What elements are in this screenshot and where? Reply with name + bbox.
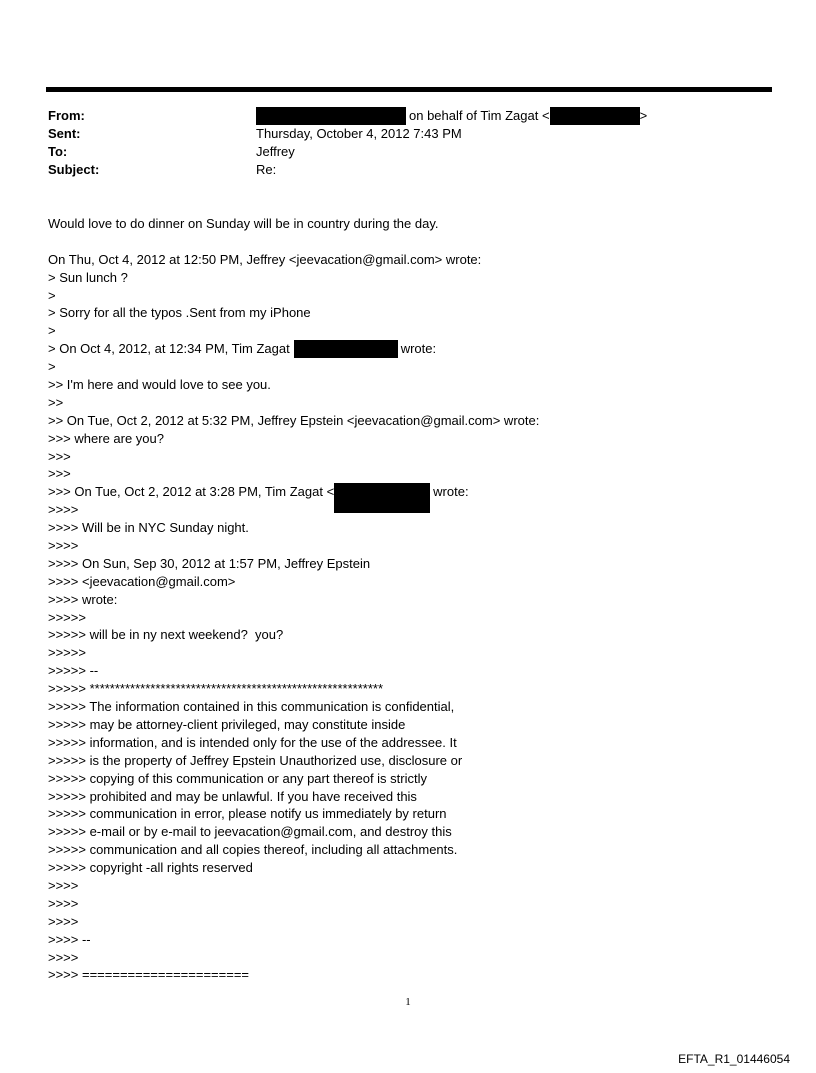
to-value: Jeffrey	[256, 144, 295, 159]
subject-label: Subject:	[48, 162, 100, 177]
quoted-line: >>>> On Sun, Sep 30, 2012 at 1:57 PM, Jeffrey Epstein	[48, 555, 371, 571]
quoted-line: >>>>> --	[48, 663, 99, 679]
quoted-line: >>>>	[48, 895, 79, 911]
bates-number: EFTA_R1_01446054	[678, 1052, 790, 1066]
page-number: 1	[405, 996, 411, 1008]
quoted-line: >>>> Will be in NYC Sunday night.	[48, 520, 249, 536]
quoted-line: >> I'm here and would love to see you.	[48, 377, 271, 393]
quoted-line: >>> On Tue, Oct 2, 2012 at 3:28 PM, Tim Zagat < wrote:	[48, 483, 768, 501]
from-label: From:	[48, 108, 85, 123]
quoted-line: >>>>> **********************************************************	[48, 681, 383, 697]
quoted-line: >>>>	[48, 949, 79, 965]
quoted-line: >>>>>	[48, 609, 86, 625]
header-rule	[46, 87, 772, 92]
subject-value: Re:	[256, 162, 277, 177]
redaction-block	[550, 107, 640, 125]
quoted-line: >>>> <jeevacation@gmail.com>	[48, 573, 236, 589]
quoted-line: >	[48, 323, 56, 339]
quoted-line: >>>	[48, 466, 71, 482]
quoted-line: >>>>> copying of this communication or any part thereof is strictly	[48, 770, 427, 786]
quoted-line: >>	[48, 394, 64, 410]
quoted-line: >>>>> The information contained in this communication is confidential,	[48, 699, 455, 715]
quoted-line: > Sun lunch ?	[48, 269, 128, 285]
quoted-line: >>>>> e-mail or by e-mail to jeevacation@gmail.com, and destroy this	[48, 824, 452, 840]
quoted-line: >>>>	[48, 538, 79, 554]
quoted-line: >>>> ======================	[48, 967, 249, 983]
quoted-line: >>>	[48, 448, 71, 464]
from-value	[256, 107, 647, 125]
quoted-line: > On Oct 4, 2012, at 12:34 PM, Tim Zagat wrote:	[48, 341, 437, 357]
blank-line	[48, 233, 768, 251]
redaction-block	[256, 107, 406, 125]
email-open-bracket: <	[541, 108, 550, 123]
email-body	[48, 215, 768, 984]
redaction-block	[294, 340, 398, 358]
from-text: on behalf of Tim Zagat	[409, 108, 539, 123]
redaction-block	[334, 483, 430, 513]
sent-value: Thursday, October 4, 2012 7:43 PM	[256, 126, 462, 141]
quoted-line: >>>>> copyright -all rights reserved	[48, 860, 253, 876]
sent-label: Sent:	[48, 126, 81, 141]
quoted-line: >>>>	[48, 502, 79, 518]
quoted-line: > Sorry for all the typos .Sent from my iPhone	[48, 305, 311, 321]
opening-line: Would love to do dinner on Sunday will be in country during the day.	[48, 216, 439, 231]
quoted-line: >	[48, 287, 56, 303]
quoted-line: >>>>> prohibited and may be unlawful. If you have received this	[48, 788, 417, 804]
quoted-line: >>>>> communication in error, please notify us immediately by return	[48, 806, 447, 822]
quoted-line: >>> where are you?	[48, 430, 164, 446]
quoted-line: >>>>> communication and all copies thereof, including all attachments.	[48, 842, 458, 858]
quoted-line: >	[48, 359, 56, 375]
quoted-line: >>>>> information, and is intended only for the use of the addressee. It	[48, 734, 457, 750]
quoted-thread	[48, 251, 768, 985]
quoted-line: >> On Tue, Oct 2, 2012 at 5:32 PM, Jeffrey Epstein <jeevacation@gmail.com> wrote:	[48, 412, 540, 428]
quoted-line: >>>>>	[48, 645, 86, 661]
quoted-line: >>>>> may be attorney-client privileged, may constitute inside	[48, 716, 406, 732]
quoted-line: >>>> --	[48, 931, 91, 947]
to-label: To:	[48, 144, 68, 159]
quoted-line: On Thu, Oct 4, 2012 at 12:50 PM, Jeffrey <jeevacation@gmail.com> wrote:	[48, 251, 482, 267]
quoted-line: >>>>	[48, 913, 79, 929]
quoted-line: >>>>> will be in ny next weekend? you?	[48, 627, 284, 643]
quoted-line: >>>>	[48, 877, 79, 893]
quoted-line: >>>>> is the property of Jeffrey Epstein Unauthorized use, disclosure or	[48, 752, 463, 768]
email-close-bracket: >	[639, 108, 648, 123]
quoted-line: >>>> wrote:	[48, 591, 118, 607]
